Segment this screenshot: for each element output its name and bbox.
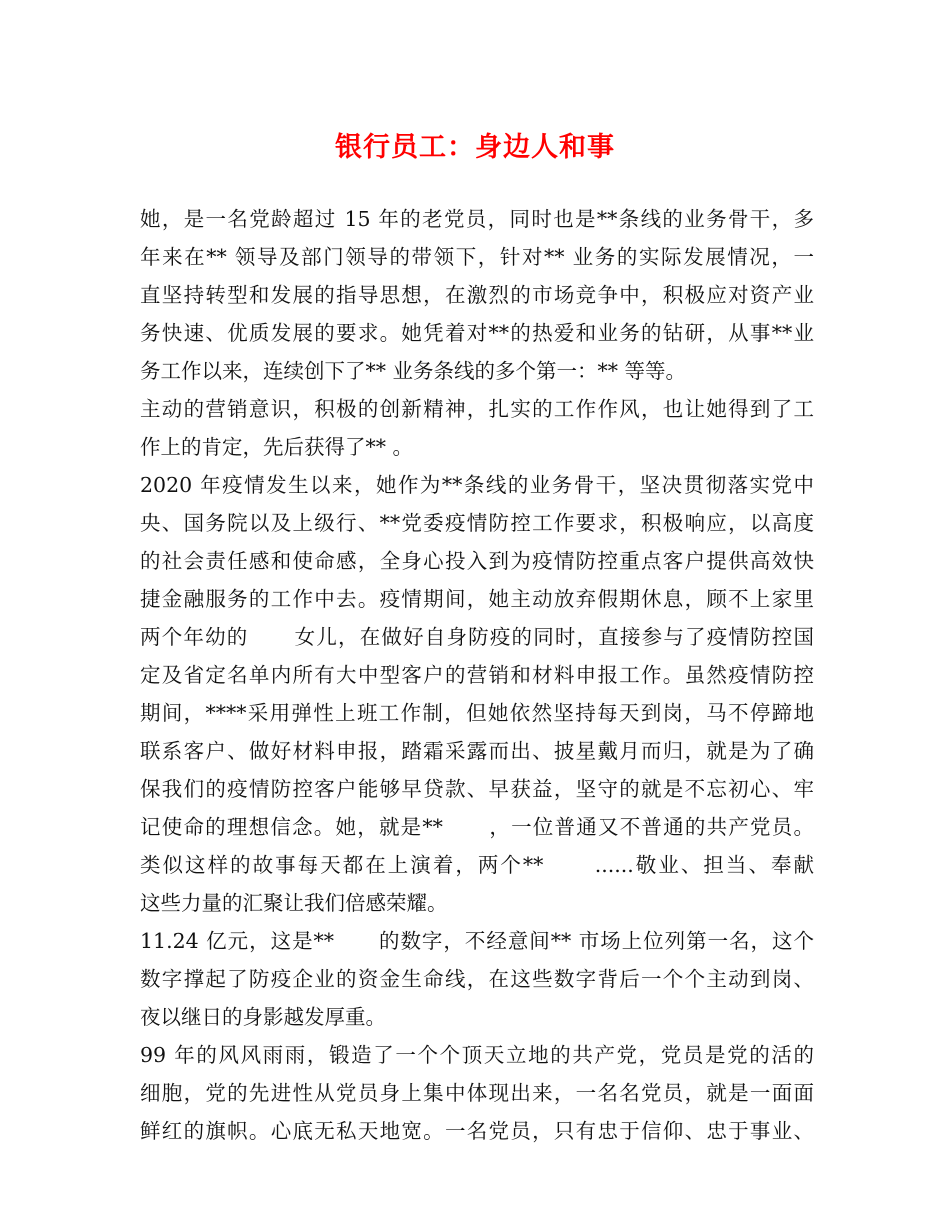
body-text-line: 直坚持转型和发展的指导思想，在激烈的市场竞争中，积极应对资产业: [140, 283, 814, 307]
body-text-line: 联系客户、做好材料申报，踏霜采露而出、披星戴月而归，就是为了确: [140, 739, 814, 763]
body-text-line: 夜以继日的身影越发厚重。: [140, 1005, 386, 1029]
body-text-line: 11.24 亿元，这是** 的数字，不经意间** 市场上位列第一名，这个: [140, 929, 814, 953]
body-text-line: 主动的营销意识，积极的创新精神，扎实的工作作风，也让她得到了工: [140, 397, 814, 421]
body-text-line: 2020 年疫情发生以来，她作为**条线的业务骨干，坚决贯彻落实党中: [140, 473, 814, 497]
body-text-line: 的社会责任感和使命感，全身心投入到为疫情防控重点客户提供高效快: [140, 549, 814, 573]
document-title: 银行员工：身边人和事: [335, 132, 615, 163]
body-text-line: 99 年的风风雨雨，锻造了一个个顶天立地的共产党，党员是党的活的: [140, 1043, 814, 1067]
body-text-line: 她，是一名党龄超过 15 年的老党员，同时也是**条线的业务骨干，多: [140, 207, 814, 231]
body-text-line: 这些力量的汇聚让我们倍感荣耀。: [140, 891, 448, 915]
body-text-line: 作上的肯定，先后获得了** 。: [140, 435, 414, 459]
body-text-line: 务工作以来，连续创下了** 业务条线的多个第一：** 等等。: [140, 359, 687, 383]
body-text-line: 央、国务院以及上级行、**党委疫情防控工作要求，积极响应，以高度: [140, 511, 814, 535]
body-text-line: 务快速、优质发展的要求。她凭着对**的热爱和业务的钻研，从事**业: [140, 321, 814, 345]
body-text-line: 定及省定名单内所有大中型客户的营销和材料申报工作。虽然疫情防控: [140, 663, 814, 687]
body-text-line: 细胞，党的先进性从党员身上集中体现出来，一名名党员，就是一面面: [140, 1081, 814, 1105]
body-text-line: 年来在** 领导及部门领导的带领下，针对** 业务的实际发展情况，一: [140, 245, 814, 269]
body-text-line: 类似这样的故事每天都在上演着，两个** ......敬业、担当、奉献: [140, 853, 814, 877]
body-text-line: 保我们的疫情防控客户能够早贷款、早获益，坚守的就是不忘初心、牢: [140, 777, 814, 801]
body-text-line: 记使命的理想信念。她，就是** ，一位普通又不普通的共产党员。: [140, 815, 814, 839]
body-text-line: 数字撑起了防疫企业的资金生命线，在这些数字背后一个个主动到岗、: [140, 967, 814, 991]
body-text-line: 两个年幼的 女儿，在做好自身防疫的同时，直接参与了疫情防控国: [140, 625, 814, 649]
body-text-line: 鲜红的旗帜。心底无私天地宽。一名党员，只有忠于信仰、忠于事业、: [140, 1119, 814, 1143]
body-text-line: 捷金融服务的工作中去。疫情期间，她主动放弃假期休息，顾不上家里: [140, 587, 814, 611]
body-text-line: 期间，****采用弹性上班工作制，但她依然坚持每天到岗，马不停蹄地: [140, 701, 814, 725]
document-body: [140, 200, 814, 1150]
